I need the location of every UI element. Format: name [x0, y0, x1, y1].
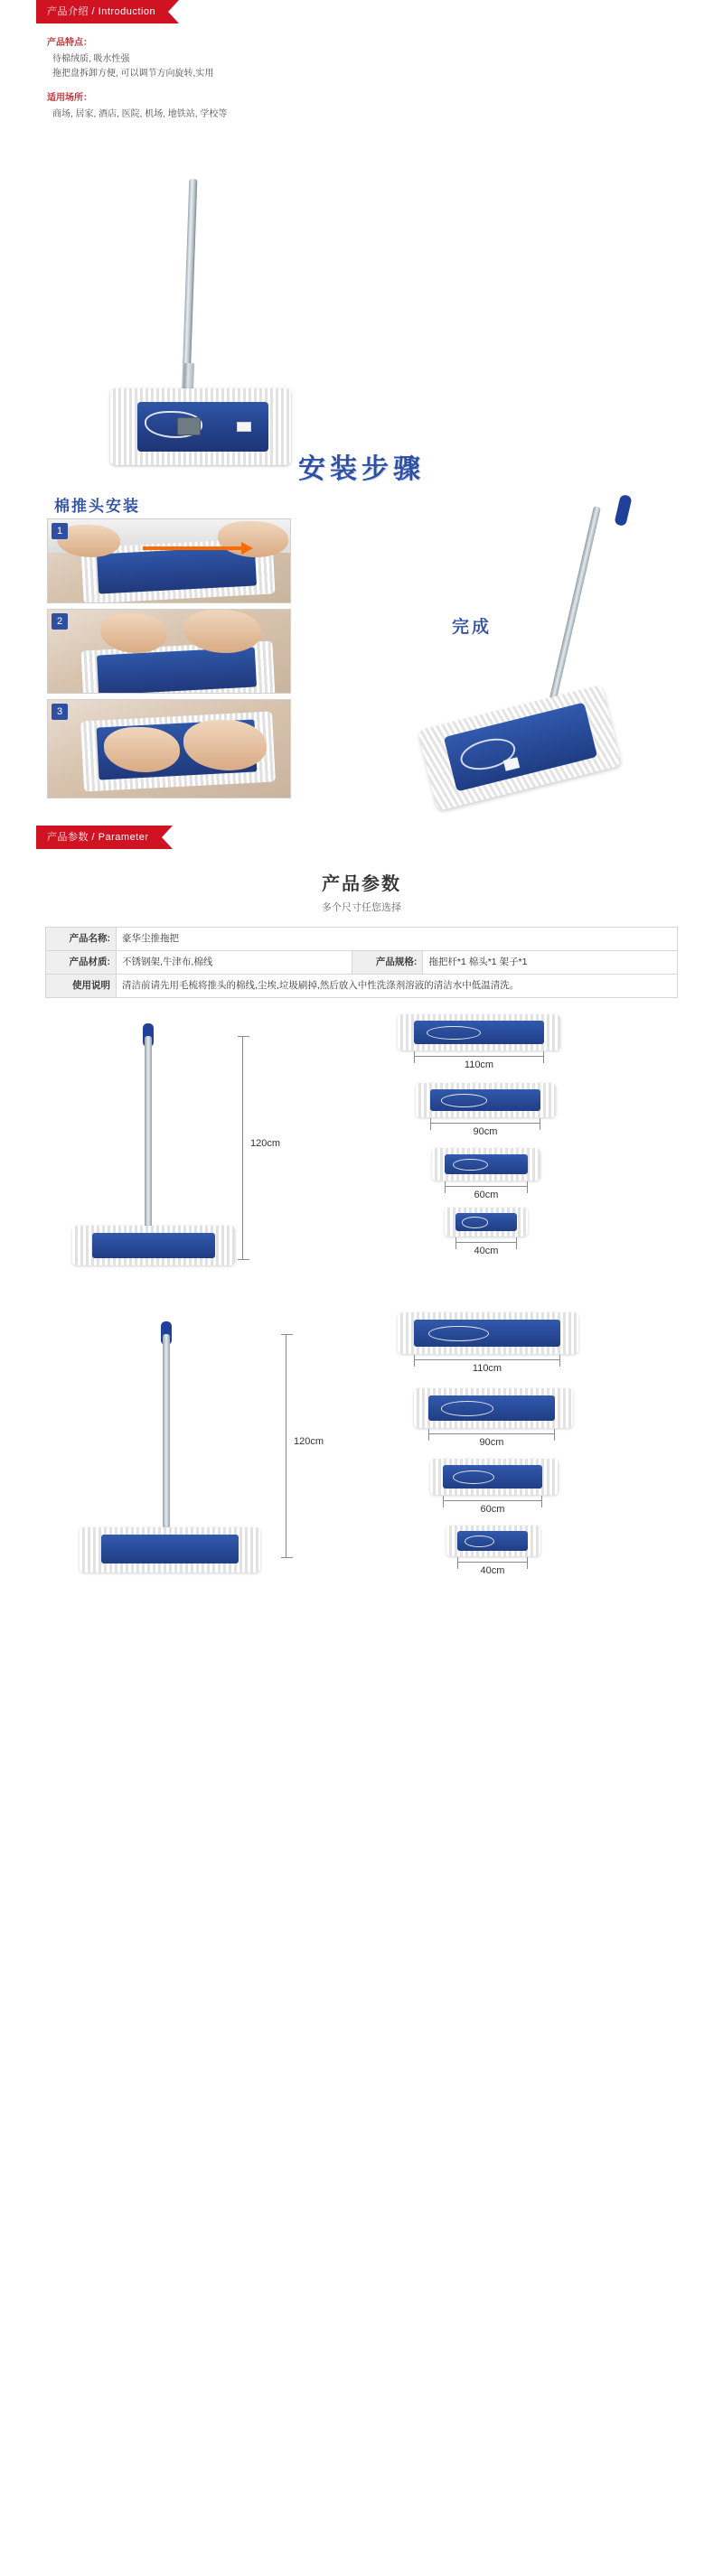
mop-head-blue-panel [414, 1021, 544, 1044]
steps-done-label: 完成 [452, 618, 493, 637]
dimension-line-90 [428, 1433, 555, 1448]
param-key: 产品材质: [46, 951, 117, 975]
section-header-parameter-label: 产品参数 / Parameter [36, 826, 162, 849]
mop-head-blue-panel [101, 1535, 239, 1563]
mop-head-tag [237, 422, 251, 432]
mop-head-90 [398, 1083, 578, 1137]
dimension-label-110: 110cm [462, 1059, 496, 1070]
mop-head-110 [398, 1014, 578, 1070]
ribbon-tail-icon [168, 0, 179, 23]
mop-head-blue-panel [428, 1395, 555, 1421]
param-value: 拖把杆*1 棉头*1 架子*1 [423, 951, 678, 975]
steps-subtitle-label: 棉推头安装 [54, 498, 140, 515]
parameters-title: 产品参数 [322, 874, 401, 894]
step-badge: 1 [52, 523, 68, 539]
mop-head-60 [398, 1459, 596, 1515]
steps-subtitle [54, 493, 140, 521]
param-key: 产品规格: [352, 951, 423, 975]
parameter-table [45, 927, 678, 998]
section-header-introduction [36, 0, 217, 23]
full-mop-illustration [63, 1318, 334, 1571]
dimension-line-40 [455, 1242, 517, 1256]
param-value: 不锈钢架,牛津布,棉线 [117, 951, 352, 975]
mop-head-40 [398, 1208, 578, 1256]
mop-grip [614, 494, 632, 527]
dimension-label-40: 40cm [472, 1246, 502, 1256]
usage-heading: 适用场所： [47, 93, 92, 103]
dimension-label-height: 120cm [294, 1436, 324, 1447]
dimension-label-60: 60cm [478, 1504, 508, 1515]
param-value: 豪华尘推拖把 [117, 928, 678, 951]
arrow-icon [143, 546, 242, 550]
table-row [46, 928, 678, 951]
param-key: 使用说明 [46, 975, 117, 998]
section-header-parameter [36, 826, 217, 849]
table-row [46, 951, 678, 975]
table-row [46, 975, 678, 998]
step-photo-2 [47, 609, 291, 694]
mop-head-40 [398, 1526, 596, 1576]
dimension-label-60: 60cm [472, 1190, 502, 1200]
dimension-line-110 [414, 1359, 560, 1374]
size-diagram-top [36, 1014, 687, 1276]
mop-head-110 [398, 1312, 596, 1374]
step-badge: 2 [52, 613, 68, 630]
ribbon-tail-icon [162, 826, 173, 849]
feature-item: 拖把盘拆卸方便, 可以调节方向旋转,实用 [52, 69, 214, 79]
intro-text-block [47, 36, 723, 121]
step-photo-1 [47, 518, 291, 603]
mop-head-blue-panel [455, 1213, 517, 1231]
hero-product-photo [0, 126, 723, 425]
dimension-line-60 [443, 1500, 542, 1515]
mop-head-90 [398, 1388, 596, 1448]
step-photo-3 [47, 699, 291, 798]
full-mop-illustration [45, 1020, 316, 1273]
parameters-subtitle: 多个尺寸任您选择 [322, 902, 401, 913]
dimension-label-90: 90cm [471, 1126, 501, 1137]
dimension-line-60 [445, 1186, 528, 1200]
usage-item: 商场, 居家, 酒店, 医院, 机场, 地铁站, 学校等 [52, 109, 228, 119]
dimension-label-110: 110cm [470, 1363, 504, 1374]
section-header-introduction-label: 产品介绍 / Introduction [36, 0, 168, 23]
mop-head-blue-panel [430, 1089, 540, 1111]
size-diagram-bottom [36, 1312, 687, 1583]
features-heading: 产品特点： [47, 38, 92, 48]
dimension-label-height: 120cm [250, 1138, 281, 1149]
param-key: 产品名称: [46, 928, 117, 951]
installation-steps-section [0, 437, 723, 826]
dimension-label-90: 90cm [477, 1437, 507, 1448]
mop-head-blue-panel [457, 1531, 528, 1551]
finished-product-illustration [389, 491, 687, 817]
dimension-line-vertical [242, 1036, 281, 1260]
mop-head-blue-panel [445, 1154, 528, 1174]
mop-head-blue-panel [92, 1233, 215, 1258]
mop-pole [145, 1036, 152, 1230]
dimension-label-40: 40cm [478, 1565, 508, 1576]
mop-pole [163, 1334, 170, 1528]
param-value: 清洁前请先用毛梳将推头的棉线,尘埃,垃圾刷掉,然后放入中性洗涤剂溶液的清洁水中低温清洗。 [117, 975, 678, 998]
mop-blue-panel [97, 647, 257, 694]
step-badge: 3 [52, 704, 68, 720]
feature-item: 待棉绒质, 吸水性强 [52, 54, 130, 64]
mop-head-clip [177, 417, 201, 435]
mop-head-blue-panel [414, 1320, 560, 1347]
steps-title: 安装步骤 [298, 454, 425, 484]
mop-head-blue-panel [443, 1465, 542, 1489]
dimension-line-90 [430, 1123, 540, 1137]
dimension-line-110 [414, 1056, 544, 1070]
dimension-line-40 [457, 1562, 528, 1576]
mop-head-60 [398, 1148, 578, 1200]
